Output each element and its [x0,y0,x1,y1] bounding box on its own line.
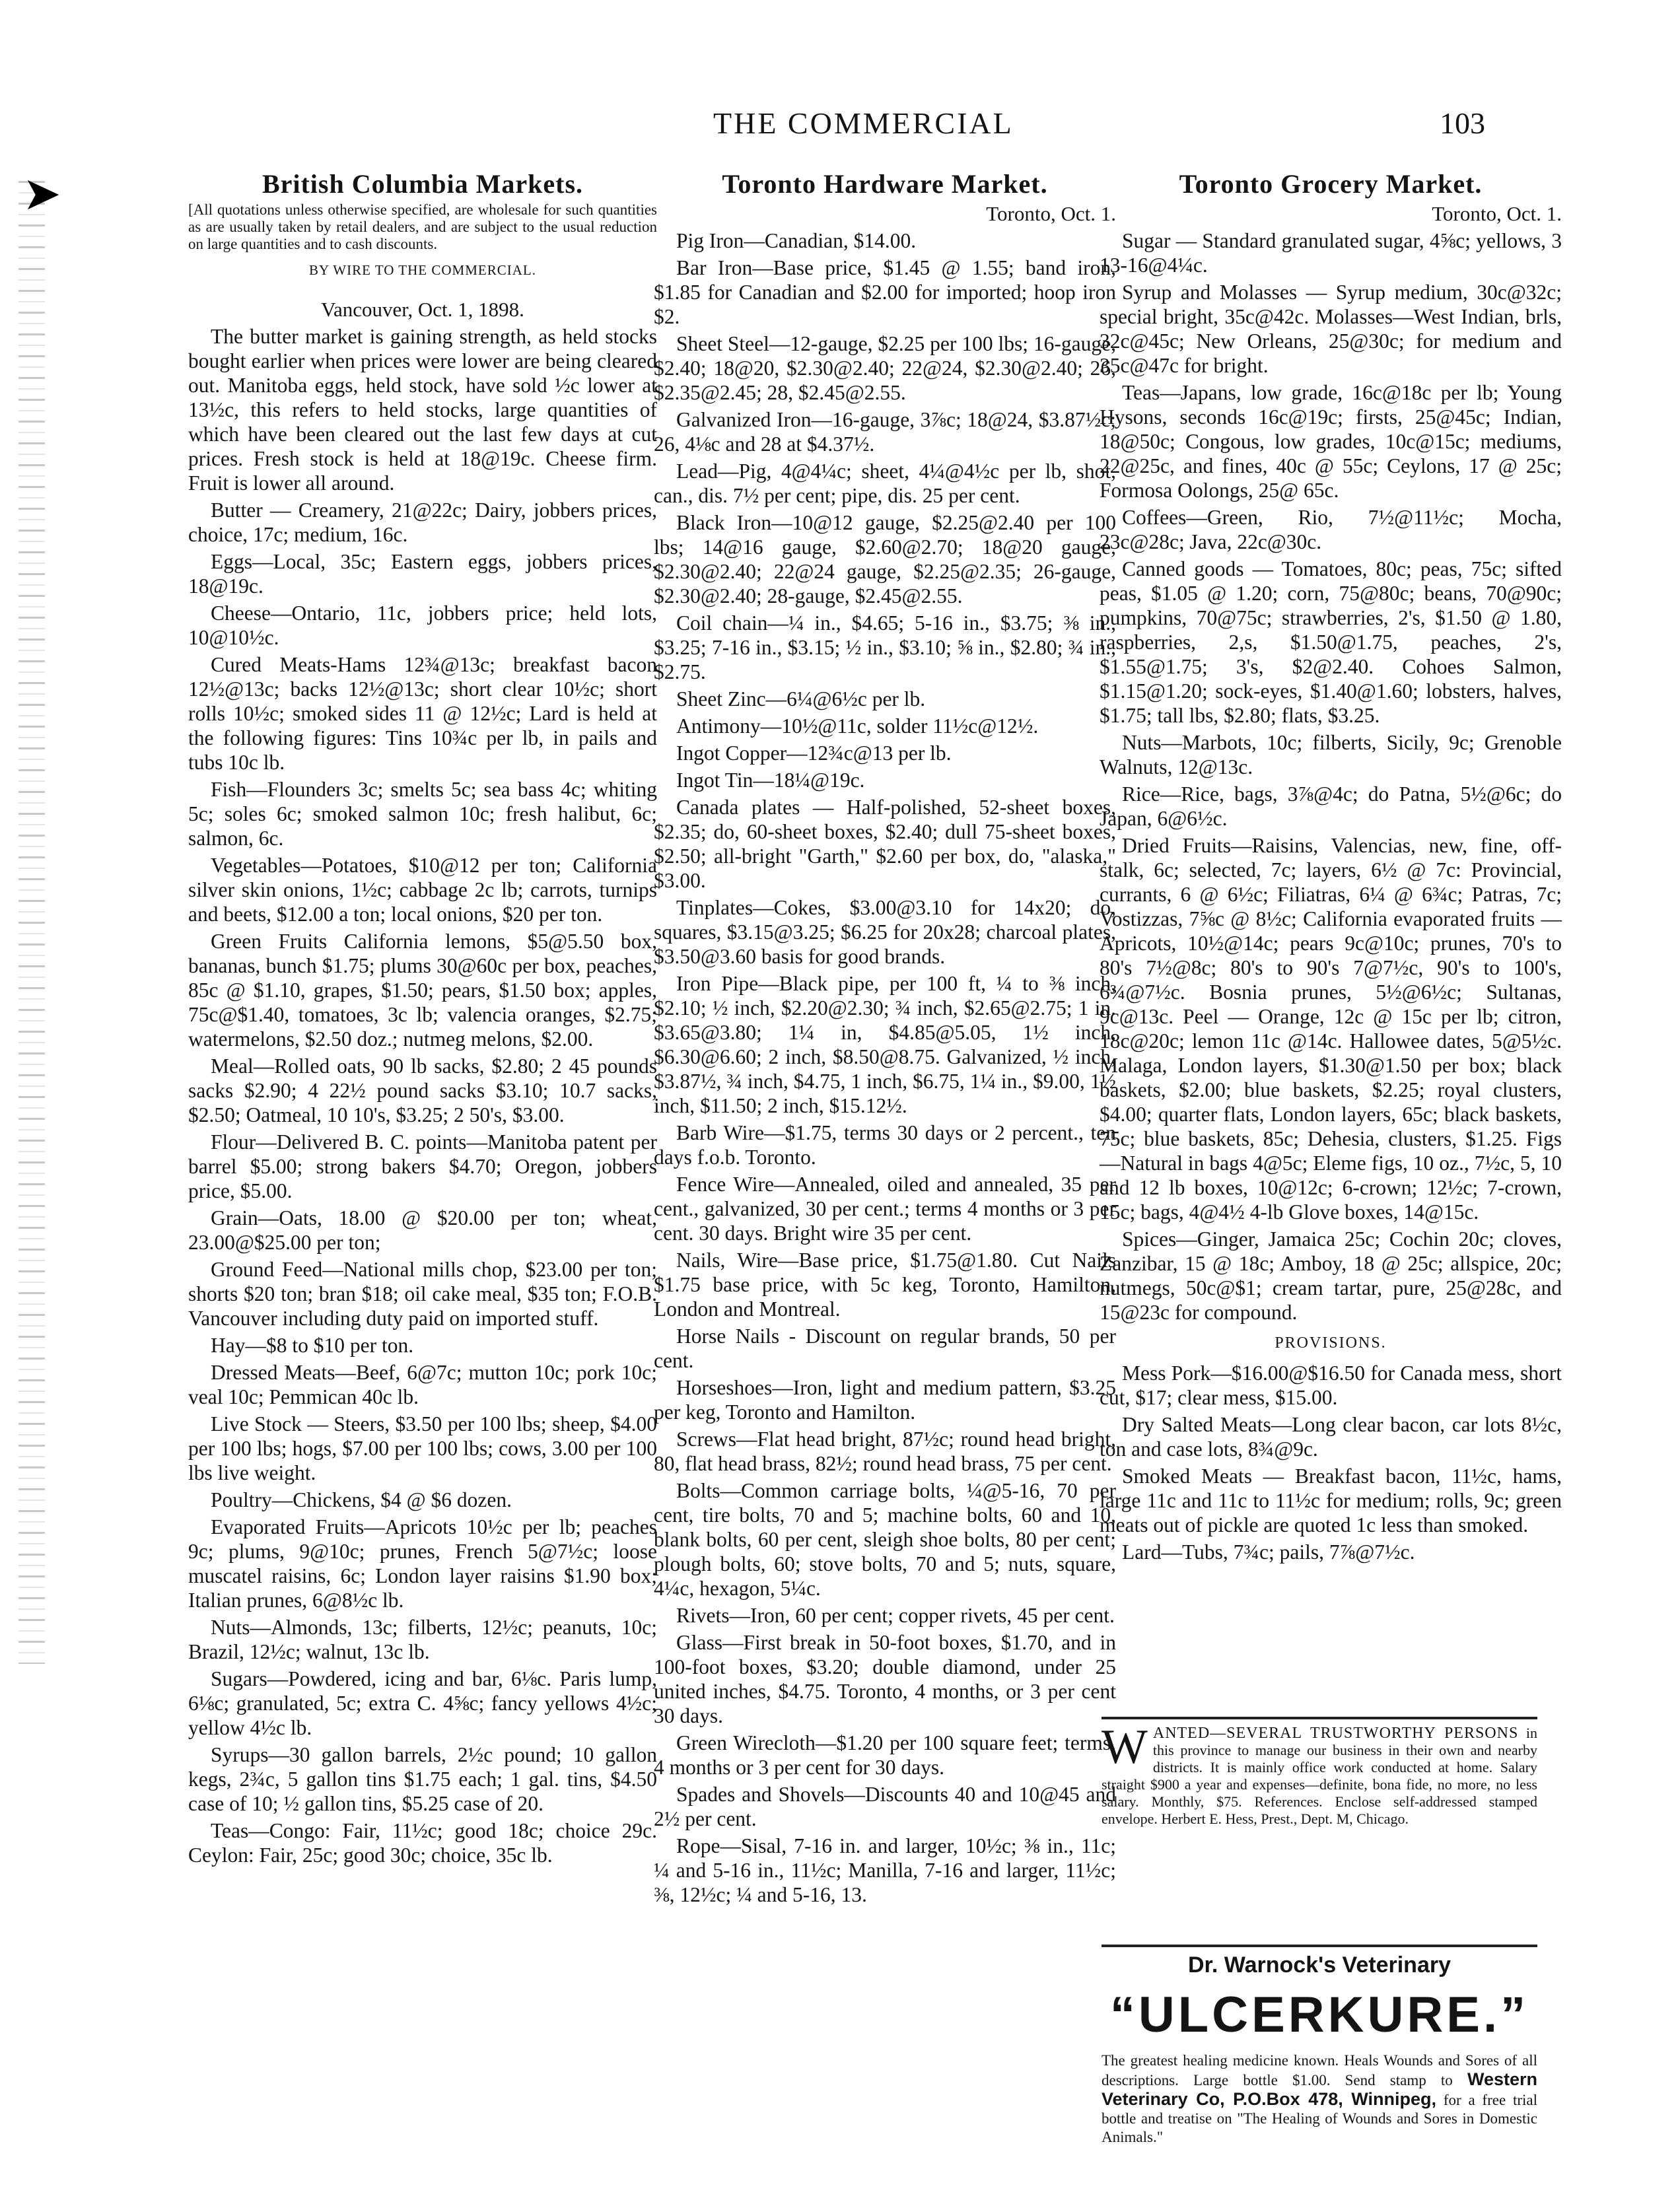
market-paragraph: Mess Pork—$16.00@$16.50 for Canada mess, short cut, $17; clear mess, $15.00. [1100,1362,1562,1409]
market-paragraph: Coil chain—¼ in., $4.65; 5-16 in., $3.75; ⅜ in., $3.25; 7-16 in., $3.15; ½ in., $3.10; ⅝ in., $2.80; ¾ in., $2.75. [654,611,1116,683]
market-paragraph: Canada plates — Half-polished, 52-sheet boxes, $2.35; do, 60-sheet boxes, $2.40; dull 75-sheet boxes, $2.50; all-bright "Garth," $2.60 per box, do, "alaska," $3.00. [654,796,1116,892]
market-paragraph: Cheese—Ontario, 11c, jobbers price; held lots, 10@10½c. [188,602,657,649]
market-paragraph: Nuts—Almonds, 13c; filberts, 12½c; peanuts, 10c; Brazil, 12½c; walnut, 13c lb. [188,1616,657,1663]
market-paragraph: Canned goods — Tomatoes, 80c; peas, 75c; sifted peas, $1.05 @ 1.20; corn, 75@80c; beans, 70@90c; pumpkins, 70@75c; strawberries, 2's, $1.50 @ 1.80, raspberries, 2,s, $1.50@1.75, peaches, 2's, $1.55@1.75; 3's, $2@2.40. Cohoes Salmon, $1.15@1.20; sock-eyes, $1.40@1.60; lobsters, halves, $1.75; tall lbs, $2.80; flats, $3.25. [1100,557,1562,727]
market-paragraph: Fence Wire—Annealed, oiled and annealed, 35 per cent., galvanized, 30 per cent.; terms 4 months or 3 per cent. 30 days. Bright wire 35 per cent. [654,1173,1116,1245]
column-toronto-hardware [654,169,1116,1910]
page-number: 103 [1440,106,1485,140]
market-paragraph: Meal—Rolled oats, 90 lb sacks, $2.80; 2 45 pounds sacks $2.90; 4 22½ pound sacks $3.10; 10.7 sacks, $2.50; Oatmeal, 10 10's, $3.25; 2 50's, $3.00. [188,1054,657,1126]
market-paragraph: Coffees—Green, Rio, 7½@11½c; Mocha, 23c@28c; Java, 22c@30c. [1100,506,1562,553]
market-paragraph: Fish—Flounders 3c; smelts 5c; sea bass 4c; whiting 5c; soles 6c; smoked salmon 10c; fresh halibut, 6c; salmon, 6c. [188,778,657,850]
ad-text-after: for a free trial bottle and treatise on "The Healing of Wounds and Sores in Domestic Animals." [1102,2092,1537,2145]
market-paragraph: Galvanized Iron—16-gauge, 3⅞c; 18@24, $3.87½c; 26, 4⅛c and 28 at $4.37½. [654,408,1116,456]
ad-text: in this province to manage our business in their own and nearby districts. It is mainly office work conducted at home. Salary straight $900 a year and expenses—definite, bona fide, no more, no less salary. Monthly, $75. References. Enclose self-addressed stamped envelope. Herbert E. Hess, Prest., Dept. M, Chicago. [1102,1725,1538,1827]
ad-product-name: “ULCERKURE.” [1109,1987,1529,2043]
market-paragraph: Vegetables—Potatoes, $10@12 per ton; California silver skin onions, 1½c; cabbage 2c lb; carrots, turnips and beets, $12.00 a ton; local onions, $20 per ton. [188,854,657,926]
market-paragraph: Flour—Delivered B. C. points—Manitoba patent per barrel $5.00; strong bakers $4.70; Oregon, jobbers price, $5.00. [188,1130,657,1202]
market-paragraph: Iron Pipe—Black pipe, per 100 ft, ¼ to ⅜ inch, $2.10; ½ inch, $2.20@2.30; ¾ inch, $2.65@2.75; 1 in. $3.65@3.80; 1¼ in, $4.85@5.05, 1½ inch, $6.30@6.60; 2 inch, $8.50@8.75. Galvanized, ½ inch, $3.87½, ¾ inch, $4.75, 1 inch, $6.75, 1¼ in., $9.00, 1½ inch, $11.50; 2 inch, $15.12½. [654,972,1116,1117]
market-paragraph: Rivets—Iron, 60 per cent; copper rivets, 45 per cent. [676,1604,1115,1627]
ad-title: Dr. Warnock's Veterinary [1187,1952,1451,1978]
margin-scan-marks [18,172,45,1664]
market-paragraph: Dressed Meats—Beef, 6@7c; mutton 10c; pork 10c; veal 10c; Pemmican 40c lb. [188,1361,657,1408]
market-paragraph: Bar Iron—Base price, $1.45 @ 1.55; band iron, $1.85 for Canadian and $2.00 for imported; hoop iron $2. [654,256,1116,328]
market-paragraph: Sugar — Standard granulated sugar, 4⅝c; yellows, 3 13-16@4¼c. [1100,229,1562,277]
market-paragraph: Nuts—Marbots, 10c; filberts, Sicily, 9c; Grenoble Walnuts, 12@13c. [1100,731,1562,778]
wire-credit: BY WIRE TO THE COMMERCIAL. [309,262,536,278]
column-heading: Toronto Grocery Market. [1179,169,1483,199]
market-paragraph: Glass—First break in 50-foot boxes, $1.70, and in 100-foot boxes, $3.20; double diamond, under 25 united inches, $4.75. Toronto, 4 months, or 3 per cent 30 days. [654,1631,1116,1727]
market-paragraph: Spades and Shovels—Discounts 40 and 10@45 and 2½ per cent. [654,1783,1116,1830]
market-paragraph: Eggs—Local, 35c; Eastern eggs, jobbers prices, 18@19c. [188,550,657,598]
veterinary-advertisement [1102,1945,1537,2147]
market-paragraph: Cured Meats-Hams 12¾@13c; breakfast bacon 12½@13c; backs 12½@13c; short clear 10½c; short rolls 10½c; smoked sides 11 @ 12½c; Lard is held at the following figures: Tins 10¾c per lb, in pails and tubs 10c lb. [188,653,657,774]
market-paragraph: Sugars—Powdered, icing and bar, 6⅛c. Paris lump, 6⅛c; granulated, 5c; extra C. 4⅝c; fancy yellows 4½c; yellow 4½c lb. [188,1667,657,1739]
dateline: Vancouver, Oct. 1, 1898. [321,298,524,321]
market-paragraph: Dried Fruits—Raisins, Valencias, new, fine, off-stalk, 6c; selected, 7c; layers, 6½ @ 7c: Provincial, currants, 6 @ 6½c; Filiatras, 6¼ @ 6¾c; Patras, 7c; Vostizzas, 7⅝c @ 8½c; California evaporated fruits — Apricots, 10½@14c; pears 9c@10c; prunes, 70's to 80's 7½@8c; 80's to 90's 7@7½c, 90's to 100's, 6¾@7½c. Bosnia prunes, 5½@6½c; Sultanas, 9c@13c. Peel — Orange, 12c @ 15c per lb; citron, 18c@20c; lemon 11c @14c. Hallowee dates, 5@5½c. Malaga, London layers, $1.30@1.50 per box; black baskets, $2.00; blue baskets, $2.25; royal clusters, $4.00; quarter flats, London layers, 65c; black baskets, 75c; blue baskets, 85c; Dehesia, clusters, $1.25. Figs —Natural in bags 4@5c; Eleme figs, 10 oz., 7½c, 5, 10 and 12 lb boxes, 10@12c; 6-crown; 12½c; 7-crown, 15c; bags, 4@4½ 4-lb Glove boxes, 14@15c. [1100,834,1562,1224]
column-heading: British Columbia Markets. [262,169,584,199]
provisions-subheading: PROVISIONS. [1275,1334,1387,1352]
market-paragraph: Rice—Rice, bags, 3⅞@4c; do Patna, 5½@6c; do Japan, 6@6½c. [1100,782,1562,830]
market-paragraph: Horseshoes—Iron, light and medium pattern, $3.25 per keg, Toronto and Hamilton. [654,1376,1116,1424]
market-paragraph: Syrups—30 gallon barrels, 2½c pound; 10 gallon kegs, 2¾c, 5 gallon tins $1.75 each; 1 gal. tins, $4.50 case of 10; ½ gallon tins, $5.25 case of 20. [188,1743,657,1815]
market-paragraph: Teas—Japans, low grade, 16c@18c per lb; Young Hysons, seconds 16c@19c; firsts, 25@45c; Indian, 18@50c; Congous, low grades, 10c@15c; mediums, 22@25c, and fines, 40c @ 55c; Ceylons, 17 @ 25c; Formosa Oolongs, 25@ 65c. [1100,381,1562,502]
quotation-note: [All quotations unless otherwise specified, are wholesale for such quantities as are usually taken by retail dealers, and are subject to the usual reduction on large quantities and to cash discounts. [188,201,657,252]
column-british-columbia [188,169,657,1870]
market-paragraph: Pig Iron—Canadian, $14.00. [676,229,917,252]
market-paragraph: Horse Nails - Discount on regular brands, 50 per cent. [654,1325,1116,1372]
dateline: Toronto, Oct. 1. [1432,202,1562,225]
ad-text-before: The greatest healing medicine known. Heals Wounds and Sores of all descriptions. Large bottle $1.00. Send stamp to [1102,2052,1537,2088]
market-paragraph: Lard—Tubs, 7¾c; pails, 7⅞@7½c. [1122,1540,1415,1564]
ad-company: Western Veterinary Co, P.O.Box 478, Winnipeg, [1102,2069,1537,2109]
market-paragraph: Evaporated Fruits—Apricots 10½c per lb; peaches 9c; plums, 9@10c; prunes, French 5@7½c; loose muscatel raisins, 6c; London layer raisins $1.90 box; Italian prunes, 6@8½c lb. [188,1515,657,1612]
market-paragraph: Sheet Zinc—6¼@6½c per lb. [676,687,926,710]
market-paragraph: Grain—Oats, 18.00 @ $20.00 per ton; wheat, 23.00@$25.00 per ton; [188,1206,657,1254]
wanted-advertisement [1102,1717,1537,1828]
page-header [0,99,1680,152]
dateline: Toronto, Oct. 1. [986,202,1116,225]
market-paragraph: Ingot Tin—18¼@19c. [676,769,865,792]
column-body [654,228,1116,1907]
market-paragraph: Screws—Flat head bright, 87½c; round head bright, 80, flat head brass, 82½; round head brass, 75 per cent. [654,1428,1116,1475]
market-paragraph: Rope—Sisal, 7-16 in. and larger, 10½c; ⅜ in., 11c; ¼ and 5-16 in., 11½c; Manilla, 7-16 and larger, 11½c; ⅜, 12½c; ¼ and 5-16, 13. [654,1834,1116,1906]
market-paragraph: Poultry—Chickens, $4 @ $6 dozen. [211,1488,512,1511]
market-paragraph: Smoked Meats — Breakfast bacon, 11½c, hams, large 11c and 11c to 11½c for medium; rolls, 9c; green meats out of pickle are quoted 1c less than smoked. [1100,1465,1562,1536]
market-paragraph: Ingot Copper—12¾c@13 per lb. [676,741,952,765]
column-heading: Toronto Hardware Market. [722,169,1048,199]
market-paragraph: Antimony—10½@11c, solder 11½c@12½. [676,714,1039,738]
ad-dropcap: W [1102,1720,1148,1774]
market-paragraph: Teas—Congo: Fair, 11½c; good 18c; choice 29c. Ceylon: Fair, 25c; good 30c; choice, 35c lb. [188,1819,657,1867]
market-paragraph: Butter — Creamery, 21@22c; Dairy, jobbers prices, choice, 17c; medium, 16c. [188,499,657,546]
market-paragraph: Syrup and Molasses — Syrup medium, 30c@32c; special bright, 35c@42c. Molasses—West Indian, brls, 32c@45c; New Orleans, 25@30c; for medium and 35c@47c for bright. [1100,281,1562,377]
ad-body [1102,2051,1537,2147]
market-paragraph: Hay—$8 to $10 per ton. [211,1334,414,1357]
market-paragraph: Lead—Pig, 4@4¼c; sheet, 4¼@4½c per lb, shot, can., dis. 7½ per cent; pipe, dis. 25 per cent. [654,460,1116,507]
column-toronto-grocery [1100,169,1562,1567]
margin-arrow-mark: ➤ [22,169,61,220]
market-paragraph: Black Iron—10@12 gauge, $2.25@2.40 per 100 lbs; 14@16 gauge, $2.60@2.70; 18@20 gauge, $2.30@2.40; 22@24 gauge, $2.25@2.35; 26-gauge, $2.30@2.40; 28-gauge, $2.45@2.55. [654,511,1116,607]
market-paragraph: Barb Wire—$1.75, terms 30 days or 2 percent., ten days f.o.b. Toronto. [654,1121,1116,1169]
market-paragraph: Tinplates—Cokes, $3.00@3.10 for 14x20; do, squares, $3.15@3.25; $6.25 for 20x28; charcoal plates, $3.50@3.60 basis for good brands. [654,896,1116,968]
market-paragraph: Bolts—Common carriage bolts, ¼@5-16, 70 per cent, tire bolts, 70 and 5; machine bolts, 60 and 10, blank bolts, 60 per cent, sleigh shoe bolts, 80 per cent; plough bolts, 60; stove bolts, 70 and 5; nuts, square, 4¼c, hexagon, 5¼c. [654,1479,1116,1600]
column-body [188,324,657,1867]
market-paragraph: Dry Salted Meats—Long clear bacon, car lots 8½c, ton and case lots, 8¾@9c. [1100,1413,1562,1461]
column-body [1100,228,1562,1325]
market-paragraph: Sheet Steel—12-gauge, $2.25 per 100 lbs; 16-gauge, $2.40; 18@20, $2.30@2.40; 22@24, $2.30@2.40; 26, $2.35@2.45; 28, $2.45@2.55. [654,332,1116,404]
publication-title: THE COMMERCIAL [713,106,1014,140]
provisions-body [1100,1361,1562,1564]
market-paragraph: Green Wirecloth—$1.20 per 100 square feet; terms, 4 months or 3 per cent for 30 days. [654,1731,1116,1779]
market-paragraph: Green Fruits California lemons, $5@5.50 box, bananas, bunch $1.75; plums 30@60c per box, peaches, 85c @ $1.10, grapes, $1.50; pears, $1.50 box; apples, 75c@$1.40, tomatoes, 3c lb; valencia oranges, $2.75; watermelons, $2.50 doz.; nutmeg melons, $2.00. [188,930,657,1051]
market-paragraph: Spices—Ginger, Jamaica 25c; Cochin 20c; cloves, Zanzibar, 15 @ 18c; Amboy, 18 @ 25c; allspice, 20c; nutmegs, 50c@$1; cream tartar, pure, 25@28c, and 15@23c for compound. [1100,1227,1562,1324]
market-paragraph: Ground Feed—National mills chop, $23.00 per ton; shorts $20 ton; bran $18; oil cake meal, $35 ton; F.O.B. Vancouver including duty paid on imported stuff. [188,1258,657,1330]
market-paragraph: Live Stock — Steers, $3.50 per 100 lbs; sheep, $4.00 per 100 lbs; hogs, $7.00 per 100 lbs; cows, 3.00 per 100 lbs live weight. [188,1412,657,1484]
market-paragraph: The butter market is gaining strength, as held stocks bought earlier when prices were lower are being cleared out. Manitoba eggs, held stock, have sold ½c lower at 13½c, this refers to held stocks, large quantities of which have been cleared out the last few days at cut prices. Fresh stock is held at 18@19c. Cheese firm. Fruit is lower all around. [188,325,657,495]
market-paragraph: Nails, Wire—Base price, $1.75@1.80. Cut Nails $1.75 base price, with 5c keg, Toronto, Hamilton, London and Montreal. [654,1249,1116,1321]
ad-lead: ANTED—SEVERAL TRUSTWORTHY PERSONS [1152,1725,1519,1742]
